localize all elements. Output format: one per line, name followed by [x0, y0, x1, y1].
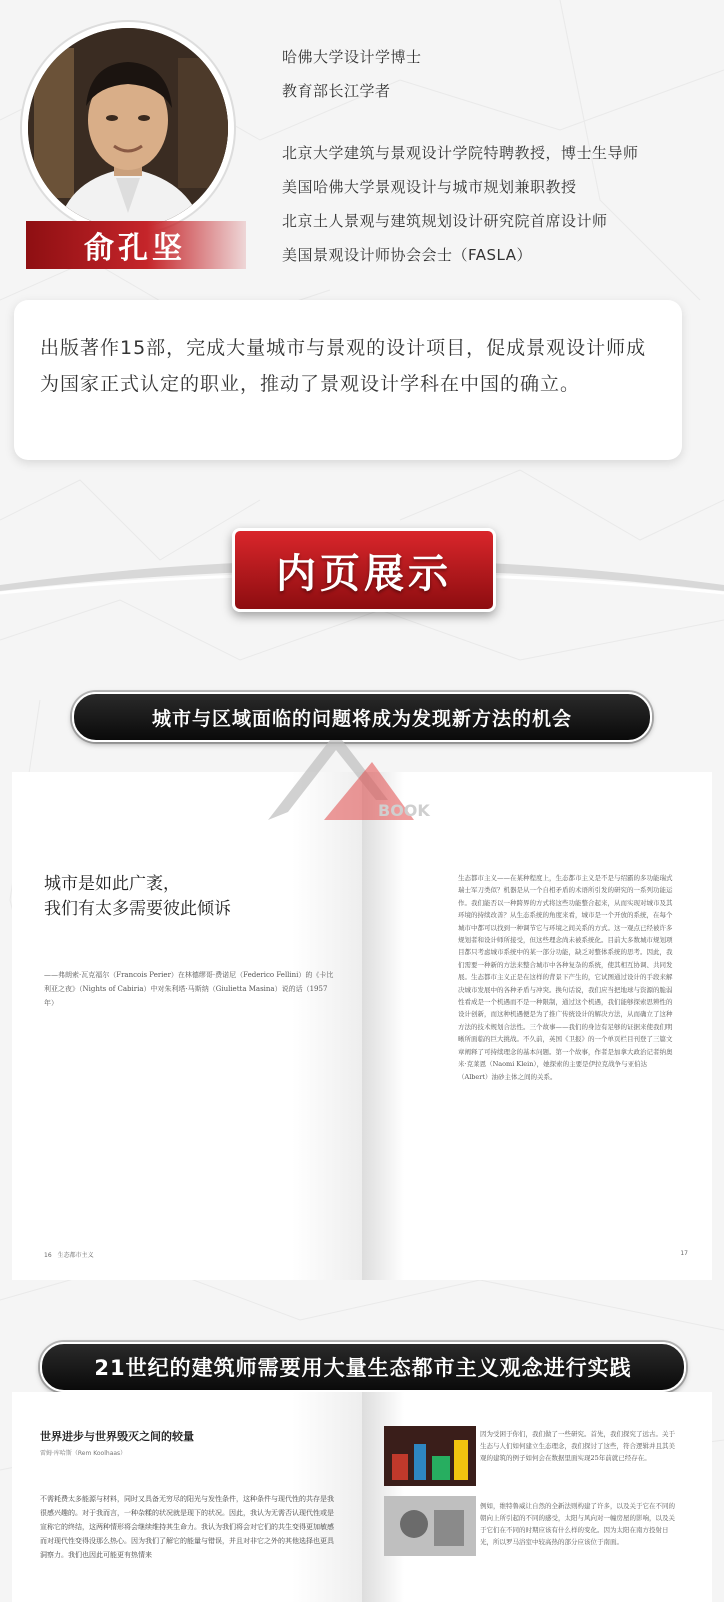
- credential-line: 美国哈佛大学景观设计与城市规划兼职教授: [282, 178, 577, 196]
- book-spread-2: [12, 1392, 712, 1602]
- book-page-right: [362, 772, 712, 1280]
- page-body-text: 因为受困于你们，我们做了一些研究。首先，我们探究了远古。关于生态与人们如何建立生态理念，我们探讨了这些，符合逻辑并且其美观的建筑的例子如何会在数据里面实现25年前就已经存在。: [480, 1430, 675, 1462]
- credential-line: 北京土人景观与建筑规划设计研究院首席设计师: [282, 212, 608, 230]
- credential-line: 北京大学建筑与景观设计学院特聘教授，博士生导师: [282, 144, 639, 162]
- author-portrait: [28, 28, 228, 228]
- page-body-text: 不需耗费太多能源与材料，同时又具备无穷尽的阳光与发性条件，这种条件与现代性的共存是我很感兴趣的。对于我而言，一种杂糅的状况就是现下的状况。因此，我认为无需否认现代性或是宣称它的终结，这两种情形将会继续维持其生命力。我认为我们将会对它们的共生变得更加敏感而对现代性变得没那么热心。因为我们了解它的能量与错误，并且对非它之外的其他选择也更具洞察力。我们也因此可能更有热情来: [40, 1495, 334, 1559]
- section-title-badge: [232, 528, 496, 612]
- page-body-text: 例如，维特鲁威让自然的全新法则构建了许多，以及关于它在不同的朝向上所引起的不同的感受，太阳与风向对一幢房屋的影响，以及关于它们在不同的时期应该有什么样的变化。因为太阳在南方投射日光，所以罗马浴室中较高热的部分应该位于南面。: [480, 1502, 675, 1546]
- credential-line: 教育部长江学者: [282, 82, 391, 100]
- page-footer-right: 17: [680, 1250, 688, 1257]
- spread1-heading-pill: [72, 692, 652, 742]
- credential-line: 美国景观设计师协会会士（FASLA）: [282, 246, 532, 264]
- book-spread-1: [12, 772, 712, 1280]
- spread2-heading-pill: [40, 1342, 686, 1392]
- page-illustration: [384, 1496, 476, 1556]
- page-footer-left: 16 生态都市主义: [44, 1252, 94, 1259]
- book-page-right: [362, 1392, 712, 1602]
- book-page-left: [12, 1392, 362, 1602]
- page-title: 世界进步与世界毁灭之间的较量: [40, 1430, 194, 1443]
- author-name-banner: [26, 221, 246, 269]
- author-avatar: [22, 22, 234, 234]
- author-credentials: [282, 40, 712, 272]
- watermark-text: BOOK: [378, 801, 430, 820]
- page-title-line: 城市是如此广袤，: [44, 874, 180, 894]
- author-name: 俞孔坚: [84, 231, 186, 266]
- spread1-heading: 城市与区域面临的问题将成为发现新方法的机会: [151, 707, 572, 730]
- page-title: [44, 872, 231, 922]
- spread2-heading: 21世纪的建筑师需要用大量生态都市主义观念进行实践: [94, 1356, 632, 1380]
- page-author: 雷姆·库哈斯（Rem Koolhaas）: [40, 1450, 127, 1457]
- author-summary-text: 出版著作15部，完成大量城市与景观的设计项目，促成景观设计师成为国家正式认定的职业，推动了景观设计学科在中国的确立。: [40, 337, 647, 395]
- author-photo: [28, 28, 228, 228]
- page-illustration: [384, 1426, 476, 1486]
- section-title: 内页展示: [276, 550, 452, 597]
- credential-line: 哈佛大学设计学博士: [282, 48, 422, 66]
- author-summary-card: [14, 300, 682, 460]
- page-title-line: 我们有太多需要彼此倾诉: [44, 899, 231, 919]
- watermark-logo: [268, 740, 438, 820]
- book-page-left: [12, 772, 362, 1280]
- page-quote: ——弗朗索·瓦克福尔（Francois Perier）在林德缪哥·费诺尼（Federico Fellini）的《卡比利亚之夜》（Nights of Cabiria）中对朱利塔·马斯纳（Giulietta Masina）说的话（1957年）: [44, 971, 334, 1007]
- page-body-text: 生态都市主义——在某种程度上，生态都市主义是不是与绍霸的多功能瑞式瑞士军刀类似？机器是从一个自相矛盾的术语所引发的研究的一系列功能运作。我们能否以一种跨界的方式将这些功能整合起来，从而实现对城市及其环境的持续改善？从生态系统的角度来看，城市是一个开放的系统，在每个城市中都可以找到一种调节它与环境之间关系的方式。这一观点已经被许多规划者和设计师所接受，但这些理念尚未被系统化。目前大多数城市规划项目都只考虑城市系统中的某一部分功能，缺乏对整体系统的思考。因此，我们需要一种新的方法来整合城市中各种复杂的系统，使其相互协调、共同发展。生态都市主义正是在这样的背景下产生的，它试图通过设计的手段来解决城市发展中的各种矛盾与冲突。换句话说，我们应当把地球与资源的脆弱性看成是一个机遇而不是一种限制，通过这个机遇，我们能够探索思辨性的设计创新，而这种机遇便是为了推广传统设计的解决方法，从而确立了这种方法的技术规划合法性。三个故事——我们的身边有足够的证据来使我们明晰所面临的巨大挑战。不久前，英国《卫报》的一个单页栏目刊登了三篇文章阐释了可持续理念的基本问题。第一个故事，作者是加拿大政治记者纳奥米·克莱恩（Naomi Klein），她探索的主要是伊拉克战争与亚伯达（Albert）油砂主体之间的关系。: [458, 874, 673, 1081]
